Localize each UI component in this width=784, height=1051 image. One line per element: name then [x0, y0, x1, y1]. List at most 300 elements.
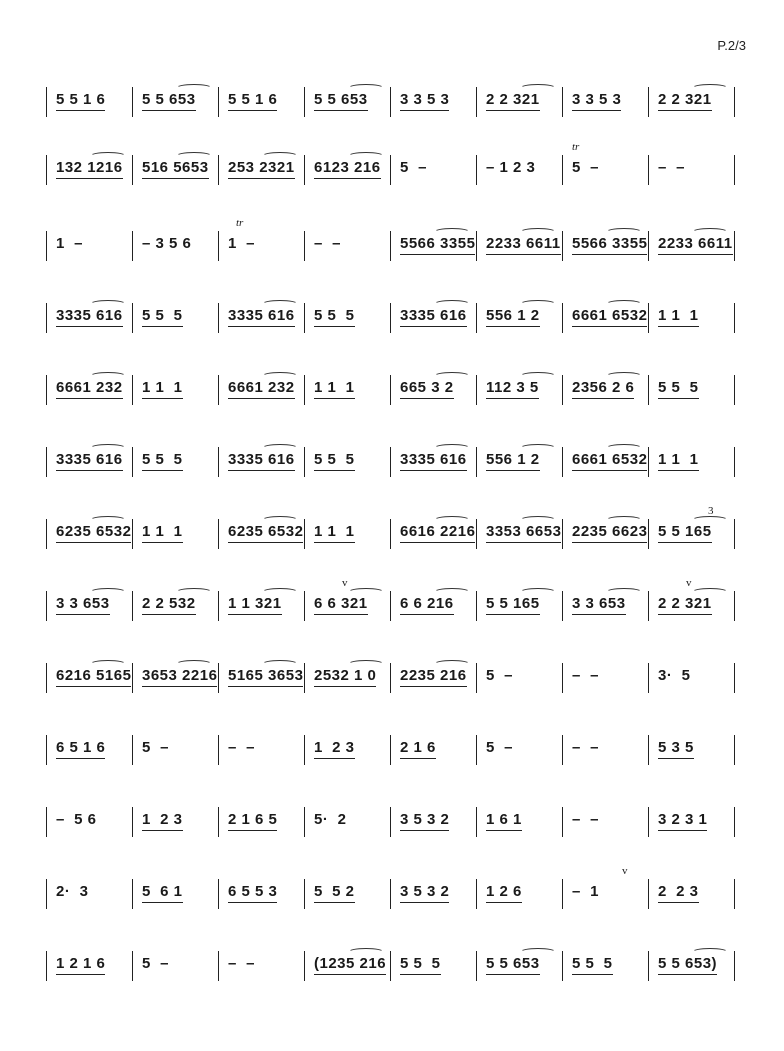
measure [400, 595, 454, 619]
measure [572, 595, 626, 619]
barline [132, 155, 133, 185]
measure-notes: 1 – [228, 235, 256, 252]
breath-mark: v [622, 865, 628, 877]
slur-mark [176, 588, 212, 596]
slur-mark [348, 588, 384, 596]
measure-notes: 1 1 1 [142, 379, 183, 399]
barline [132, 303, 133, 333]
barline [46, 591, 47, 621]
measure [400, 159, 427, 183]
measure [56, 235, 83, 259]
barline [132, 735, 133, 765]
score-row [46, 141, 746, 191]
measure [314, 595, 368, 619]
measure [658, 667, 691, 691]
measure-notes: 5 5 165 [658, 523, 712, 543]
measure [486, 811, 522, 835]
slur-mark [262, 152, 298, 160]
barline [304, 447, 305, 477]
measure-notes: 2233 6611 [658, 235, 733, 255]
score-row [46, 577, 746, 627]
barline [218, 735, 219, 765]
barline [46, 447, 47, 477]
measure [142, 523, 183, 547]
measure-notes: 1 1 1 [658, 451, 699, 471]
slur-mark [90, 516, 126, 524]
barline [132, 519, 133, 549]
measure-notes: – 1 2 3 [486, 159, 536, 176]
measure-notes: 2 1 6 [400, 739, 436, 759]
slur-mark [348, 152, 384, 160]
measure-notes: 665 3 2 [400, 379, 454, 399]
measure-notes: 5 – [142, 955, 170, 972]
measure [56, 739, 105, 763]
measure-notes: 5 5 5 [658, 379, 699, 399]
measure [56, 159, 123, 183]
barline [648, 879, 649, 909]
barline [218, 807, 219, 837]
barline [132, 231, 133, 261]
measure [228, 235, 255, 259]
measure [314, 451, 355, 475]
score-row [46, 217, 746, 267]
measure-notes: 6235 6532 [228, 523, 303, 543]
measure-notes: 5 – [486, 739, 514, 756]
barline [46, 519, 47, 549]
barline [132, 879, 133, 909]
measure [486, 451, 540, 475]
barline [562, 663, 563, 693]
barline [476, 519, 477, 549]
measure [486, 307, 540, 331]
barline [218, 519, 219, 549]
measure [142, 739, 169, 763]
measure-notes: 3335 616 [56, 307, 123, 327]
measure [142, 379, 183, 403]
barline [218, 879, 219, 909]
barline [46, 303, 47, 333]
barline [304, 663, 305, 693]
barline [46, 375, 47, 405]
barline [390, 519, 391, 549]
barline [304, 87, 305, 117]
measure [228, 451, 295, 475]
slur-mark [606, 444, 642, 452]
measure [142, 235, 191, 259]
measure-notes: 3 5 3 2 [400, 883, 449, 903]
barline [132, 375, 133, 405]
measure [314, 739, 355, 763]
measure-notes: 3335 616 [228, 307, 295, 327]
barline [734, 303, 735, 333]
measure [142, 883, 183, 907]
measure-notes: 3· 5 [658, 667, 691, 684]
slur-mark [434, 372, 470, 380]
measure-notes: 2 2 321 [658, 595, 712, 615]
measure-notes: 5566 3355 [400, 235, 475, 255]
measure-notes: 1 6 1 [486, 811, 522, 831]
barline [476, 663, 477, 693]
barline [562, 155, 563, 185]
barline [304, 231, 305, 261]
barline [562, 375, 563, 405]
measure-notes: 132 1216 [56, 159, 123, 179]
measure [572, 451, 647, 475]
measure-notes: 5 – [400, 159, 428, 176]
measure [572, 379, 634, 403]
barline [734, 231, 735, 261]
measure [228, 379, 295, 403]
measure [228, 739, 255, 763]
barline [46, 87, 47, 117]
measure-notes: 5 – [486, 667, 514, 684]
measure [658, 883, 699, 907]
barline [390, 591, 391, 621]
measure [400, 739, 436, 763]
measure-notes: 5 6 1 [142, 883, 183, 903]
barline [562, 807, 563, 837]
barline [132, 591, 133, 621]
measure-notes: 556 1 2 [486, 307, 540, 327]
measure-notes: 6 6 321 [314, 595, 368, 615]
page-number: P.2/3 [717, 38, 746, 53]
measure [486, 91, 540, 115]
barline [390, 447, 391, 477]
barline [734, 879, 735, 909]
slur-mark [90, 300, 126, 308]
slur-mark [262, 660, 298, 668]
measure-notes: – – [228, 739, 256, 756]
measure-notes: 5 5 1 6 [56, 91, 105, 111]
barline [390, 735, 391, 765]
barline [476, 807, 477, 837]
measure [228, 523, 303, 547]
barline [562, 303, 563, 333]
measure [228, 955, 255, 979]
slur-mark [434, 300, 470, 308]
barline [218, 375, 219, 405]
measure-notes: 3 3 653 [572, 595, 626, 615]
barline [476, 155, 477, 185]
measure [56, 811, 97, 835]
measure-notes: 2 2 3 [658, 883, 699, 903]
score-row [46, 731, 746, 771]
score-row [46, 865, 746, 915]
measure [228, 595, 282, 619]
barline [304, 375, 305, 405]
slur-mark [692, 516, 728, 524]
measure-notes: 5566 3355 [572, 235, 647, 255]
measure-notes: 5 5 653 [142, 91, 196, 111]
measure-notes: 1 2 3 [314, 739, 355, 759]
measure [658, 159, 685, 183]
barline [218, 231, 219, 261]
measure-notes: 1 – [56, 235, 84, 252]
barline [734, 735, 735, 765]
slur-mark [434, 588, 470, 596]
measure-notes: 2 2 532 [142, 595, 196, 615]
barline [46, 231, 47, 261]
measure [486, 667, 513, 691]
measure [572, 235, 647, 259]
measure [142, 667, 217, 691]
barline [476, 303, 477, 333]
measure-notes: 2 2 321 [658, 91, 712, 111]
measure-notes: 6661 6532 [572, 307, 647, 327]
barline [218, 303, 219, 333]
measure-notes: 6216 5165 [56, 667, 131, 687]
measure-notes: 1 1 1 [314, 379, 355, 399]
barline [218, 447, 219, 477]
barline [218, 951, 219, 981]
barline [218, 663, 219, 693]
barline [304, 303, 305, 333]
barline [132, 87, 133, 117]
barline [734, 155, 735, 185]
trill-mark: tr [572, 141, 580, 153]
slur-mark [176, 660, 212, 668]
measure [572, 159, 599, 183]
barline [218, 87, 219, 117]
measure [142, 159, 209, 183]
measure [486, 159, 535, 183]
barline [476, 447, 477, 477]
barline [132, 663, 133, 693]
measure-notes: 5 – [142, 739, 170, 756]
measure-notes: (1235 216 [314, 955, 386, 975]
measure [400, 307, 467, 331]
measure [400, 523, 475, 547]
barline [734, 591, 735, 621]
measure [572, 523, 647, 547]
measure-notes: 1 2 3 [142, 811, 183, 831]
measure [400, 955, 441, 979]
barline [648, 735, 649, 765]
measure-notes: 6661 232 [228, 379, 295, 399]
measure-notes: – – [572, 811, 600, 828]
measure-notes: 3335 616 [400, 451, 467, 471]
measure [486, 379, 539, 403]
slur-mark [520, 588, 556, 596]
measure-notes: 3 5 3 2 [400, 811, 449, 831]
slur-mark [176, 84, 212, 92]
slur-mark [520, 228, 556, 236]
barline [562, 447, 563, 477]
measure-notes: 2532 1 0 [314, 667, 376, 687]
slur-mark [434, 228, 470, 236]
barline [562, 519, 563, 549]
measure-notes: 5 5 1 6 [228, 91, 277, 111]
barline [390, 375, 391, 405]
measure [228, 91, 277, 115]
measure-notes: 5 5 2 [314, 883, 355, 903]
measure-notes: – – [572, 739, 600, 756]
measure [142, 451, 183, 475]
score-row [46, 947, 746, 987]
measure [572, 667, 599, 691]
slur-mark [90, 152, 126, 160]
slur-mark [434, 660, 470, 668]
measure-notes: 1 1 1 [658, 307, 699, 327]
score-row [46, 443, 746, 483]
trill-mark: tr [236, 217, 244, 229]
slur-mark [606, 300, 642, 308]
barline [132, 807, 133, 837]
barline [476, 879, 477, 909]
measure-notes: 2235 216 [400, 667, 467, 687]
measure-notes: 3335 616 [56, 451, 123, 471]
slur-mark [606, 588, 642, 596]
barline [390, 951, 391, 981]
barline [476, 951, 477, 981]
barline [562, 735, 563, 765]
measure-notes: 3653 2216 [142, 667, 217, 687]
barline [132, 447, 133, 477]
measure-notes: – – [572, 667, 600, 684]
slur-mark [262, 372, 298, 380]
score-row [46, 803, 746, 843]
triplet-mark: 3 [708, 505, 714, 517]
measure [658, 523, 712, 547]
measure [142, 91, 196, 115]
measure-notes: 6661 6532 [572, 451, 647, 471]
slur-mark [520, 372, 556, 380]
slur-mark [262, 588, 298, 596]
measure [314, 667, 376, 691]
measure [314, 379, 355, 403]
measure-notes: 5· 2 [314, 811, 347, 828]
barline [648, 663, 649, 693]
slur-mark [176, 152, 212, 160]
measure [400, 451, 467, 475]
measure-notes: 516 5653 [142, 159, 209, 179]
measure-notes: 3 3 653 [56, 595, 110, 615]
measure [486, 235, 561, 259]
measure [314, 523, 355, 547]
measure [572, 811, 599, 835]
barline [304, 155, 305, 185]
measure [400, 883, 449, 907]
measure-notes: 5 5 5 [314, 451, 355, 471]
measure [658, 235, 733, 259]
measure [486, 595, 540, 619]
barline [304, 519, 305, 549]
slur-mark [520, 516, 556, 524]
measure-notes: 3 2 3 1 [658, 811, 707, 831]
measure-notes: – 3 5 6 [142, 235, 192, 252]
measure-notes: – 1 [572, 883, 600, 900]
barline [218, 591, 219, 621]
barline [648, 951, 649, 981]
measure [572, 91, 621, 115]
measure [572, 739, 599, 763]
measure [56, 523, 131, 547]
measure [228, 159, 295, 183]
measure-notes: 6123 216 [314, 159, 381, 179]
measure-notes: 5 5 5 [142, 451, 183, 471]
measure-notes: 6616 2216 [400, 523, 475, 543]
measure [572, 883, 599, 907]
measure-notes: 1 1 321 [228, 595, 282, 615]
measure [486, 739, 513, 763]
measure-notes: 3335 616 [400, 307, 467, 327]
measure [56, 451, 123, 475]
measure-notes: 5165 3653 [228, 667, 303, 687]
slur-mark [348, 84, 384, 92]
barline [390, 155, 391, 185]
slur-mark [90, 660, 126, 668]
measure [658, 955, 717, 979]
measure-notes: 5 3 5 [658, 739, 694, 759]
breath-mark: v [342, 577, 348, 589]
slur-mark [262, 444, 298, 452]
measure-notes: 5 5 5 [142, 307, 183, 327]
measure [228, 667, 303, 691]
measure-notes: 112 3 5 [486, 379, 539, 399]
barline [476, 87, 477, 117]
measure-notes: 1 1 1 [314, 523, 355, 543]
measure [486, 883, 522, 907]
measure [658, 379, 699, 403]
measure [314, 91, 368, 115]
slur-mark [606, 372, 642, 380]
measure [314, 159, 381, 183]
measure-notes: 5 – [572, 159, 600, 176]
slur-mark [90, 372, 126, 380]
measure [142, 595, 196, 619]
measure [572, 307, 647, 331]
measure-notes: 5 5 5 [314, 307, 355, 327]
barline [648, 303, 649, 333]
score-row [46, 659, 746, 699]
barline [304, 807, 305, 837]
slur-mark [520, 84, 556, 92]
measure-notes: 5 5 5 [572, 955, 613, 975]
barline [46, 951, 47, 981]
barline [476, 735, 477, 765]
barline [734, 951, 735, 981]
measure-notes: 2356 2 6 [572, 379, 634, 399]
barline [304, 735, 305, 765]
measure-notes: 5 5 5 [400, 955, 441, 975]
measure-notes: 253 2321 [228, 159, 295, 179]
barline [734, 87, 735, 117]
measure [228, 307, 295, 331]
measure [400, 379, 454, 403]
slur-mark [520, 444, 556, 452]
measure [56, 91, 105, 115]
measure-notes: – – [228, 955, 256, 972]
measure-notes: 5 5 653 [486, 955, 540, 975]
barline [734, 519, 735, 549]
barline [304, 951, 305, 981]
measure [228, 811, 277, 835]
barline [390, 807, 391, 837]
slur-mark [520, 300, 556, 308]
score-row [46, 505, 746, 555]
slur-mark [348, 948, 384, 956]
score-row [46, 299, 746, 339]
score-row [46, 371, 746, 411]
barline [648, 591, 649, 621]
barline [476, 231, 477, 261]
measure-notes: 3353 6653 [486, 523, 561, 543]
measure [56, 667, 131, 691]
slur-mark [262, 300, 298, 308]
breath-mark: v [686, 577, 692, 589]
slur-mark [692, 948, 728, 956]
barline [648, 519, 649, 549]
